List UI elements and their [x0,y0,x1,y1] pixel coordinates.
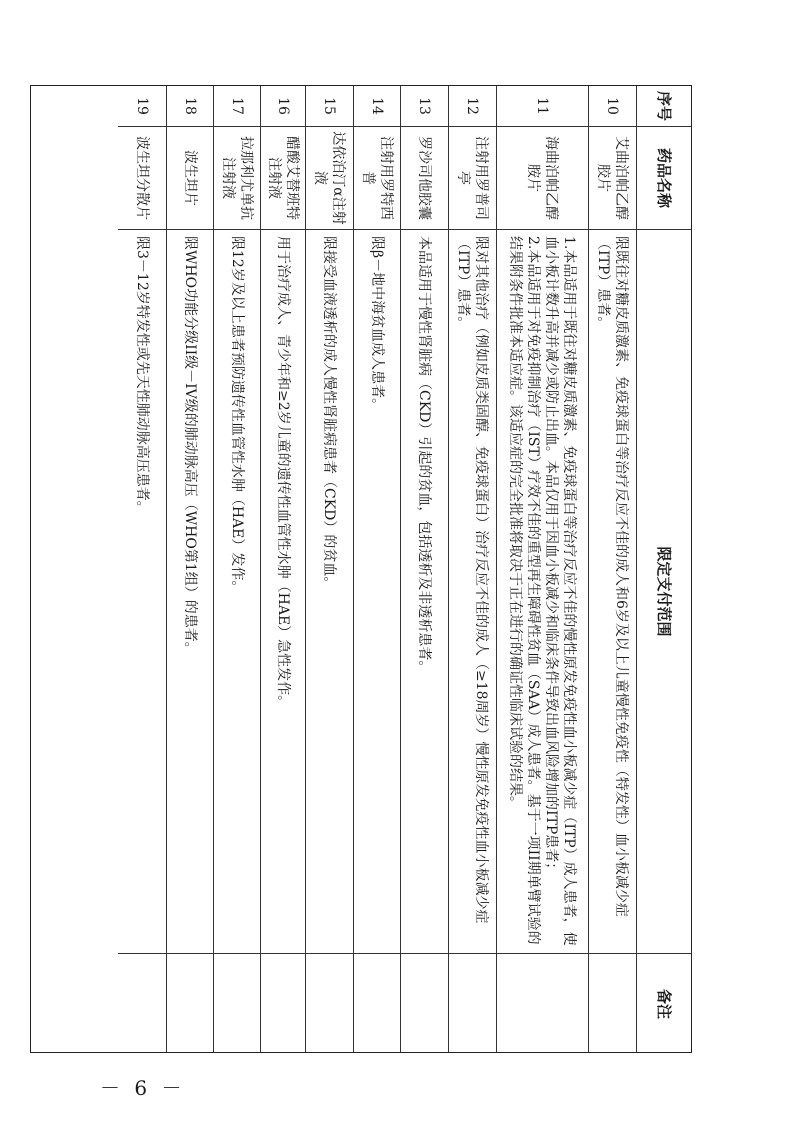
drug-table [30,85,692,1053]
row-note [261,954,305,1054]
row-name: 波生坦片 [167,127,213,230]
table-row [588,86,636,1052]
row-scope [401,230,448,954]
row-note [306,954,353,1054]
header-note: 备注 [655,988,673,1019]
scope-line: 用于治疗成人、青少年和≥2岁儿童的遗传性血管性水肿（HAE）急性发作。 [275,236,291,710]
row-name: 罗沙司他胶囊 [401,127,448,230]
scope-line: 限接受血液透析的成人慢性肾脏病患者（CKD）的贫血。 [321,236,338,591]
row-name: 海曲泊帕乙醇胺片 [497,127,588,230]
scope-line: 限12岁及以上患者预防遗传性血管性水肿（HAE）发作。 [229,236,245,595]
table-row [118,86,166,1052]
row-note [118,954,166,1054]
row-name: 艾曲泊帕乙醇胶片 [589,127,636,230]
table-row [448,86,496,1052]
row-name: 注射用罗特西普 [354,127,400,230]
row-num: 14 [354,86,400,127]
row-name: 注射用罗普司亭 [449,127,496,230]
header-scope: 限定支付范围 [637,230,691,954]
scope-line: 本品适用于慢性肾脏病（CKD）引起的贫血，包括透析及非透析患者。 [416,236,433,675]
row-num: 16 [261,86,305,127]
row-note [354,954,400,1054]
row-name: 达依泊汀α注射液 [306,127,353,230]
scope-line: 2.本品适用于对免疫抑制治疗（IST）疗效不佳的重型再生障碍性贫血（SAA）成人患者。基于一项II期单臂试验的结果附条件批准本适应症。该适应症的完全批准将取决于正在进行的确证性临床试验的结果。 [507,236,542,945]
table-row [305,86,353,1052]
row-num: 13 [401,86,448,127]
table-row [260,86,305,1052]
row-scope [306,230,353,954]
row-note [214,954,260,1054]
row-scope [589,230,636,954]
table-row [353,86,400,1052]
row-num: 17 [214,86,260,127]
row-note [449,954,496,1054]
row-scope [354,230,400,954]
table-row [400,86,448,1052]
row-scope [261,230,305,954]
scope-line: 限β－地中海贫血成人患者。 [369,236,385,413]
row-scope [118,230,166,954]
scope-line: 限3－12岁特发性或先天性肺动脉高压患者。 [134,236,150,515]
scope-line: 1.本品适用于既往对糖皮质激素、免疫球蛋白等治疗反应不佳的慢性原发免疫性血小板减少症（ITP）成人患者，使血小板计数升高并减少或防止出血。本品仅用于因血小板减少和临床条件导致出血风险增加的ITP患者； [543,236,578,946]
row-num: 18 [167,86,213,127]
scope-line: 限WHO功能分级II级－IV级的肺动脉高压（WHO第1组）的患者。 [182,236,198,656]
header-num: 序号 [637,86,691,127]
row-name: 醋酸艾替班特注射液 [261,127,305,230]
scope-line: 限既往对糖皮质激素、免疫球蛋白等治疗反应不佳的成人和6岁及以上儿童慢性免疫性（特发性）血小板减少症（ITP）患者。 [595,236,630,917]
header-name: 药品名称 [637,127,691,230]
row-scope [497,230,588,954]
row-name: 拉那利尤单抗注射液 [214,127,260,230]
row-note [401,954,448,1054]
row-scope [214,230,260,954]
row-num: 12 [449,86,496,127]
row-note [167,954,213,1054]
row-name: 波生坦分散片 [118,127,166,230]
row-scope [449,230,496,954]
table-row [496,86,588,1052]
row-num: 11 [497,86,588,127]
row-num: 19 [118,86,166,127]
table-row [166,86,213,1052]
table-header [636,86,691,1052]
row-note [497,954,588,1054]
scope-line: 限对其他治疗（例如皮质类固醇、免疫球蛋白）治疗反应不佳的成人（≥18周岁）慢性原发免疫性血小板减少症（ITP）患者。 [455,236,490,924]
row-num: 10 [589,86,636,127]
row-num: 15 [306,86,353,127]
page-number: － 6 － [100,1076,186,1100]
row-note [589,954,636,1054]
table-row [213,86,260,1052]
row-scope [167,230,213,954]
